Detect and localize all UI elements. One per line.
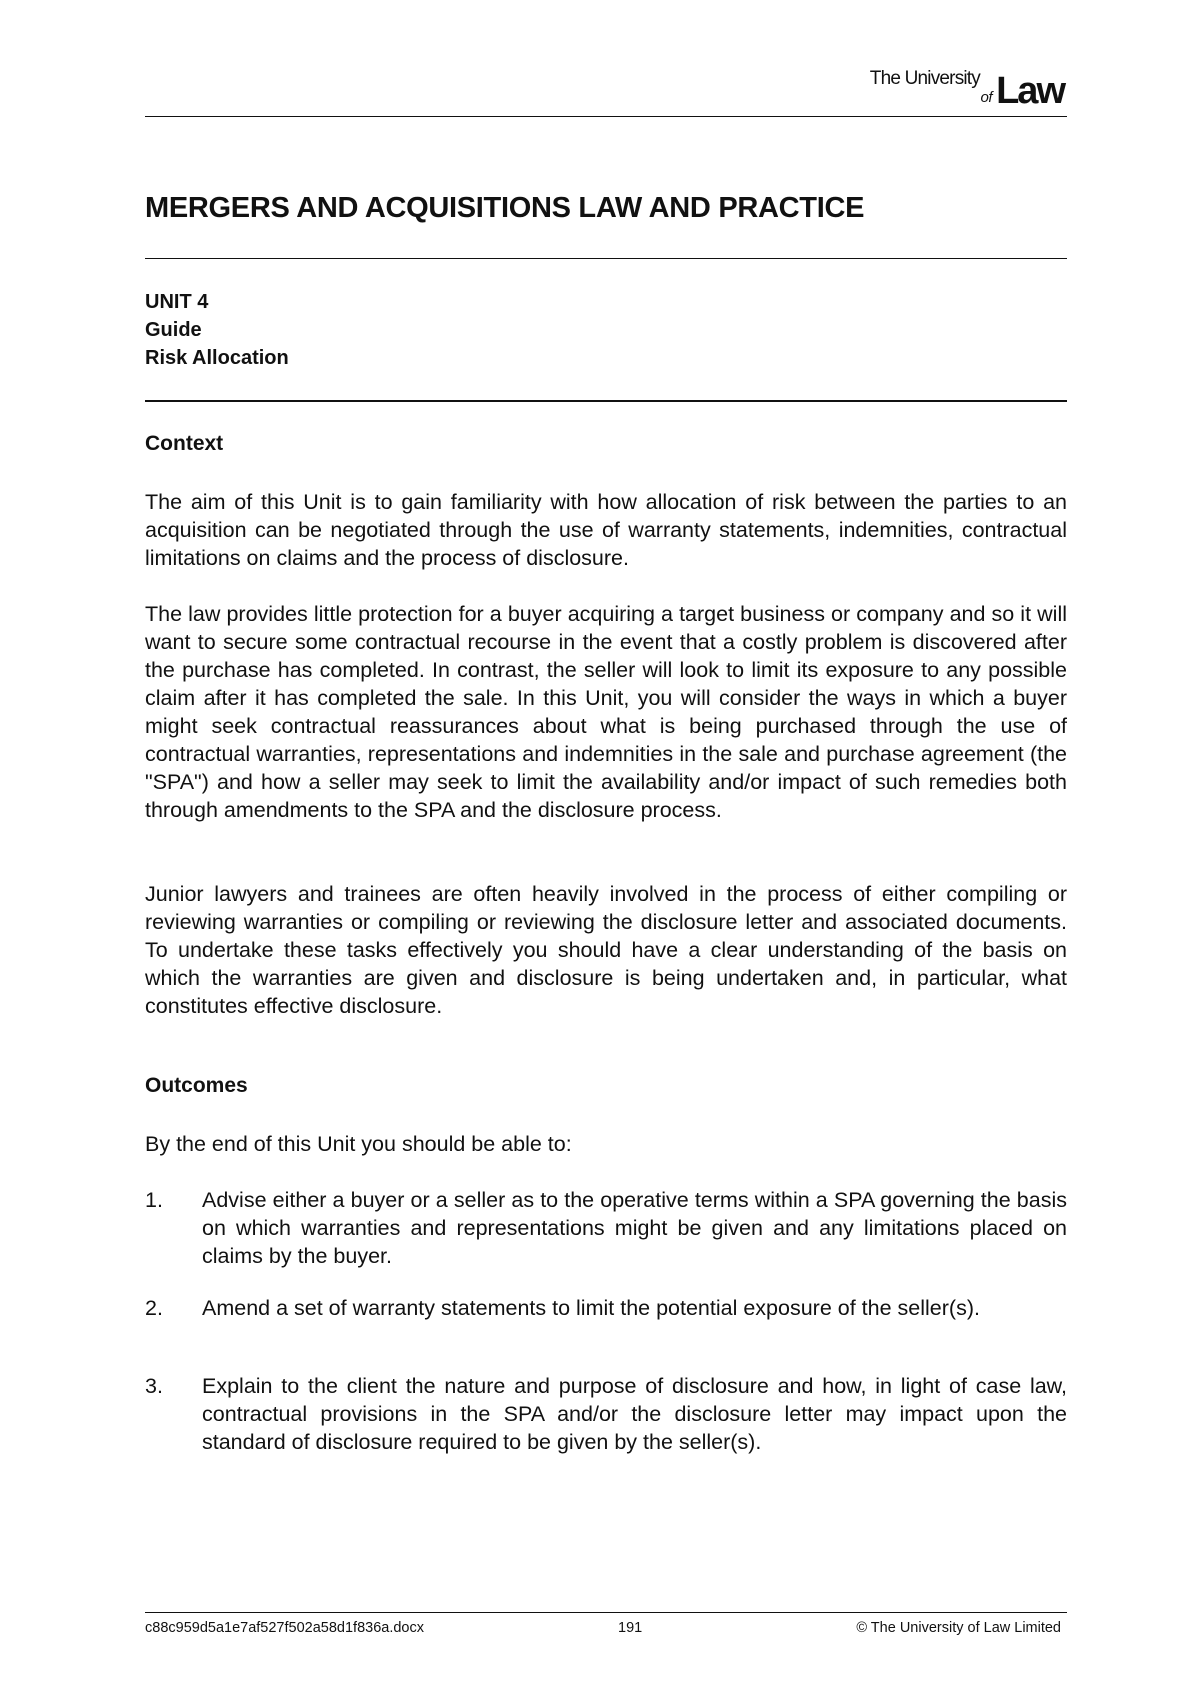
unit-topic: Risk Allocation (145, 347, 289, 369)
footer-page-number: 191 (618, 1620, 643, 1636)
outcome-item (145, 1294, 1067, 1322)
logo-line-1: The University (869, 68, 980, 89)
outcome-text: Advise either a buyer or a seller as to the operative terms within a SPA governing the basis on which warranties and representations might be given and any limitations placed on claims by the buyer. (202, 1188, 1067, 1268)
outcome-item (145, 1186, 1067, 1270)
outcome-text: Explain to the client the nature and purpose of disclosure and how, in light of case law, contractual provisions in the SPA and/or the disclosure letter may impact upon the standard of disclosure required to be given by the seller(s). (202, 1374, 1067, 1454)
outcomes-intro: By the end of this Unit you should be able to: (145, 1132, 572, 1156)
logo-line-2: of (980, 89, 992, 106)
outcome-number: 3. (145, 1374, 163, 1398)
unit-rule (145, 400, 1067, 402)
unit-block (145, 288, 289, 372)
outcomes-heading: Outcomes (145, 1074, 248, 1097)
unit-number: UNIT 4 (145, 291, 209, 313)
context-paragraph-1: The aim of this Unit is to gain familiarity with how allocation of risk between the parties to an acquisition can be negotiated through the use of warranty statements, indemnities, contractual limitations on claims and the process of disclosure. (145, 490, 1067, 570)
header-rule (145, 116, 1067, 117)
footer-copyright: © The University of Law Limited (856, 1620, 1061, 1636)
outcome-number: 2. (145, 1296, 163, 1320)
outcome-text: Amend a set of warranty statements to limit the potential exposure of the seller(s). (202, 1296, 980, 1320)
university-of-law-logo (854, 62, 1064, 112)
document-title: MERGERS AND ACQUISITIONS LAW AND PRACTICE (145, 192, 865, 224)
unit-type: Guide (145, 319, 202, 341)
outcome-item (145, 1372, 1067, 1456)
context-paragraph-2: The law provides little protection for a buyer acquiring a target business or company and so it will want to secure some contractual recourse in the event that a costly problem is discovered after the purchase has completed. In contrast, the seller will look to limit its exposure to any possible claim after it has completed the sale. In this Unit, you will consider the ways in which a buyer might seek contractual reassurances about what is being purchased through the use of contractual warranties, representations and indemnities in the sale and purchase agreement (the "SPA") and how a seller may seek to limit the availability and/or impact of such remedies both through amendments to the SPA and the disclosure process. (145, 602, 1067, 822)
footer-rule (145, 1612, 1067, 1613)
footer-filename: c88c959d5a1e7af527f502a58d1f836a.docx (145, 1620, 424, 1636)
context-paragraph-3: Junior lawyers and trainees are often heavily involved in the process of either compiling or reviewing warranties or compiling or reviewing the disclosure letter and associated documents. To undertake these tasks effectively you should have a clear understanding of the basis on which the warranties are given and disclosure is being undertaken and, in particular, what constitutes effective disclosure. (145, 882, 1067, 1018)
context-heading: Context (145, 432, 224, 455)
logo-line-3: Law (996, 70, 1064, 112)
title-rule (145, 258, 1067, 259)
outcome-number: 1. (145, 1188, 163, 1212)
